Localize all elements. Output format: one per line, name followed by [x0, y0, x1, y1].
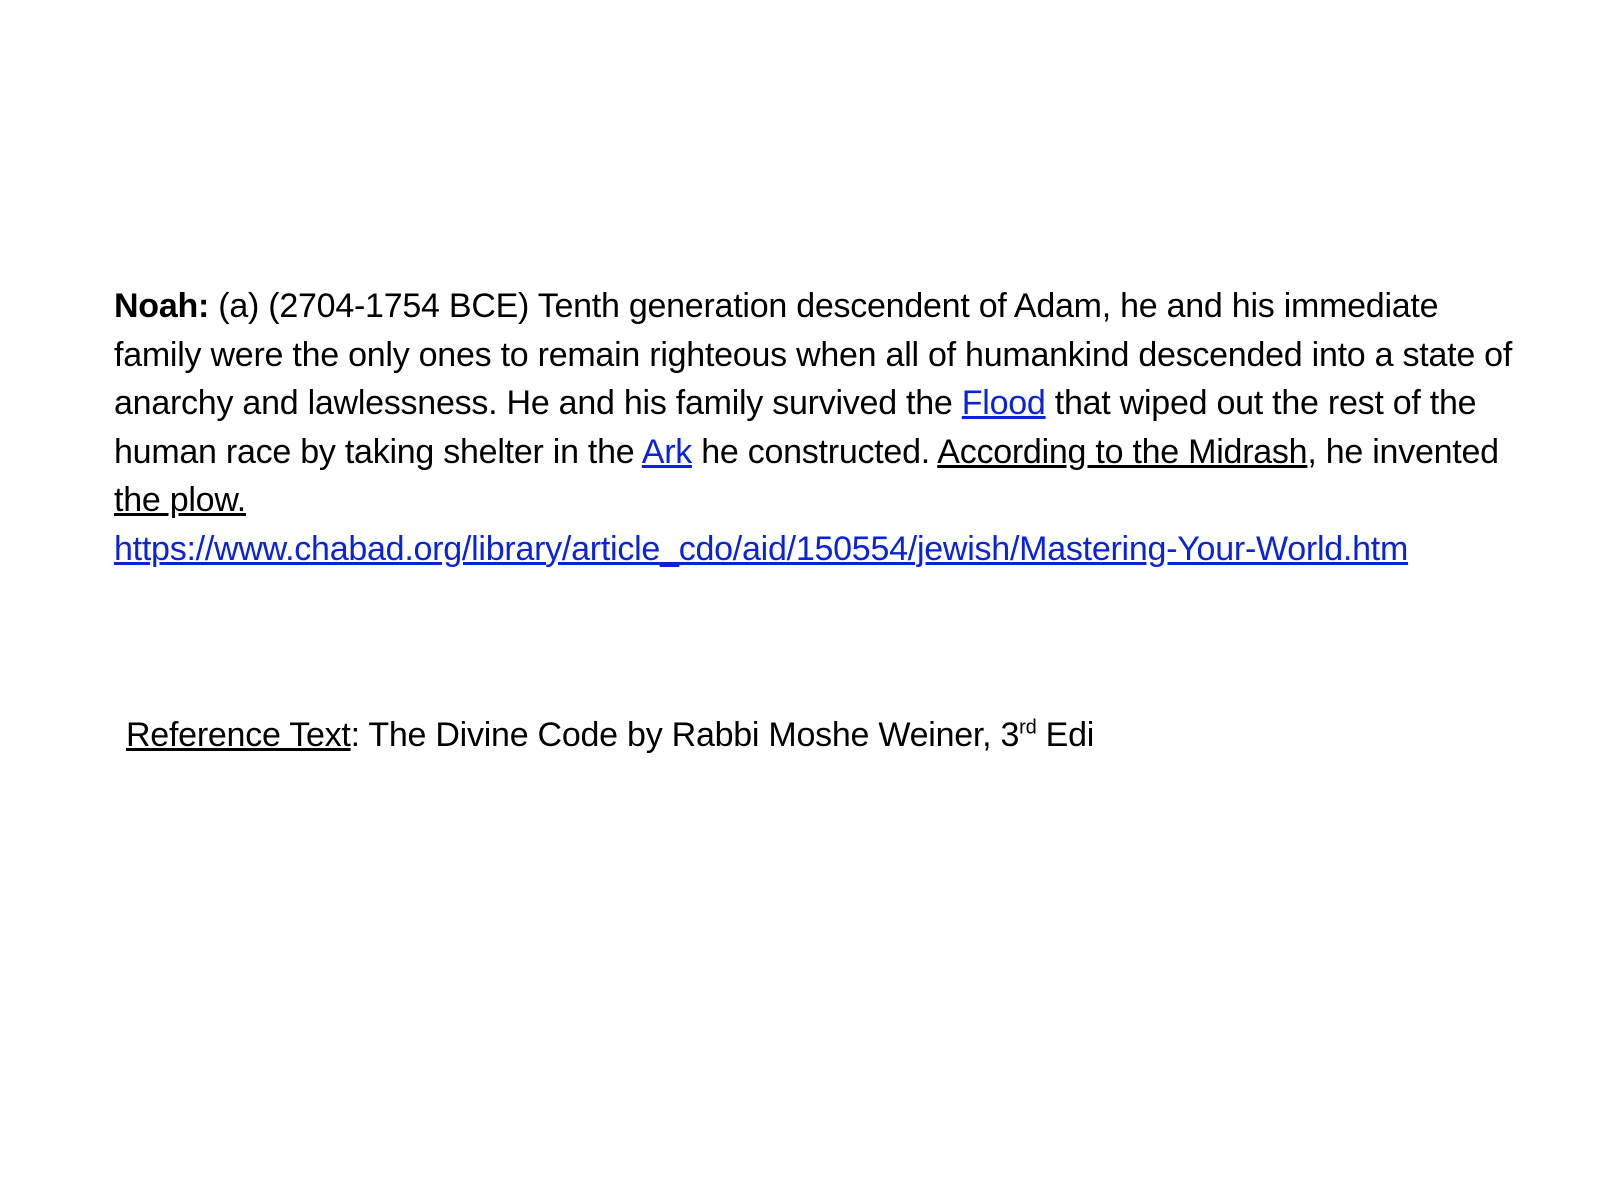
reference-text-after: Edi — [1036, 716, 1095, 754]
chabad-article-link[interactable]: https://www.chabad.org/library/article_cdo/aid/150554/jewish/Mastering-Your-World.htm — [114, 529, 1409, 568]
flood-link[interactable]: Flood — [961, 384, 1046, 422]
glossary-entry — [114, 282, 1514, 573]
ark-link[interactable]: Ark — [641, 432, 693, 471]
entry-text-1: (a) (2704-1754 BCE) Tenth generation descendent of Adam, he and his immediate family were the only ones to remain righteous when all of humankind descended into a state of anarchy and lawlessness. He and his family survived the — [114, 287, 1513, 422]
entry-text-3: he constructed. — [692, 432, 938, 471]
reference-line — [126, 711, 1426, 759]
plow-phrase: the plow. — [114, 481, 246, 519]
entry-term: Noah: — [114, 287, 210, 325]
entry-text-4: , he invented — [1307, 432, 1499, 471]
reference-text: The Divine Code by Rabbi Moshe Weiner, 3 — [368, 716, 1020, 754]
reference-ordinal-suffix: rd — [1019, 716, 1037, 739]
reference-separator: : — [350, 716, 369, 754]
midrash-phrase: According to the Midrash — [937, 432, 1308, 471]
reference-label: Reference Text — [126, 716, 351, 754]
entry-text-2: that wiped out the rest of the human race by taking shelter in the — [114, 384, 1477, 471]
